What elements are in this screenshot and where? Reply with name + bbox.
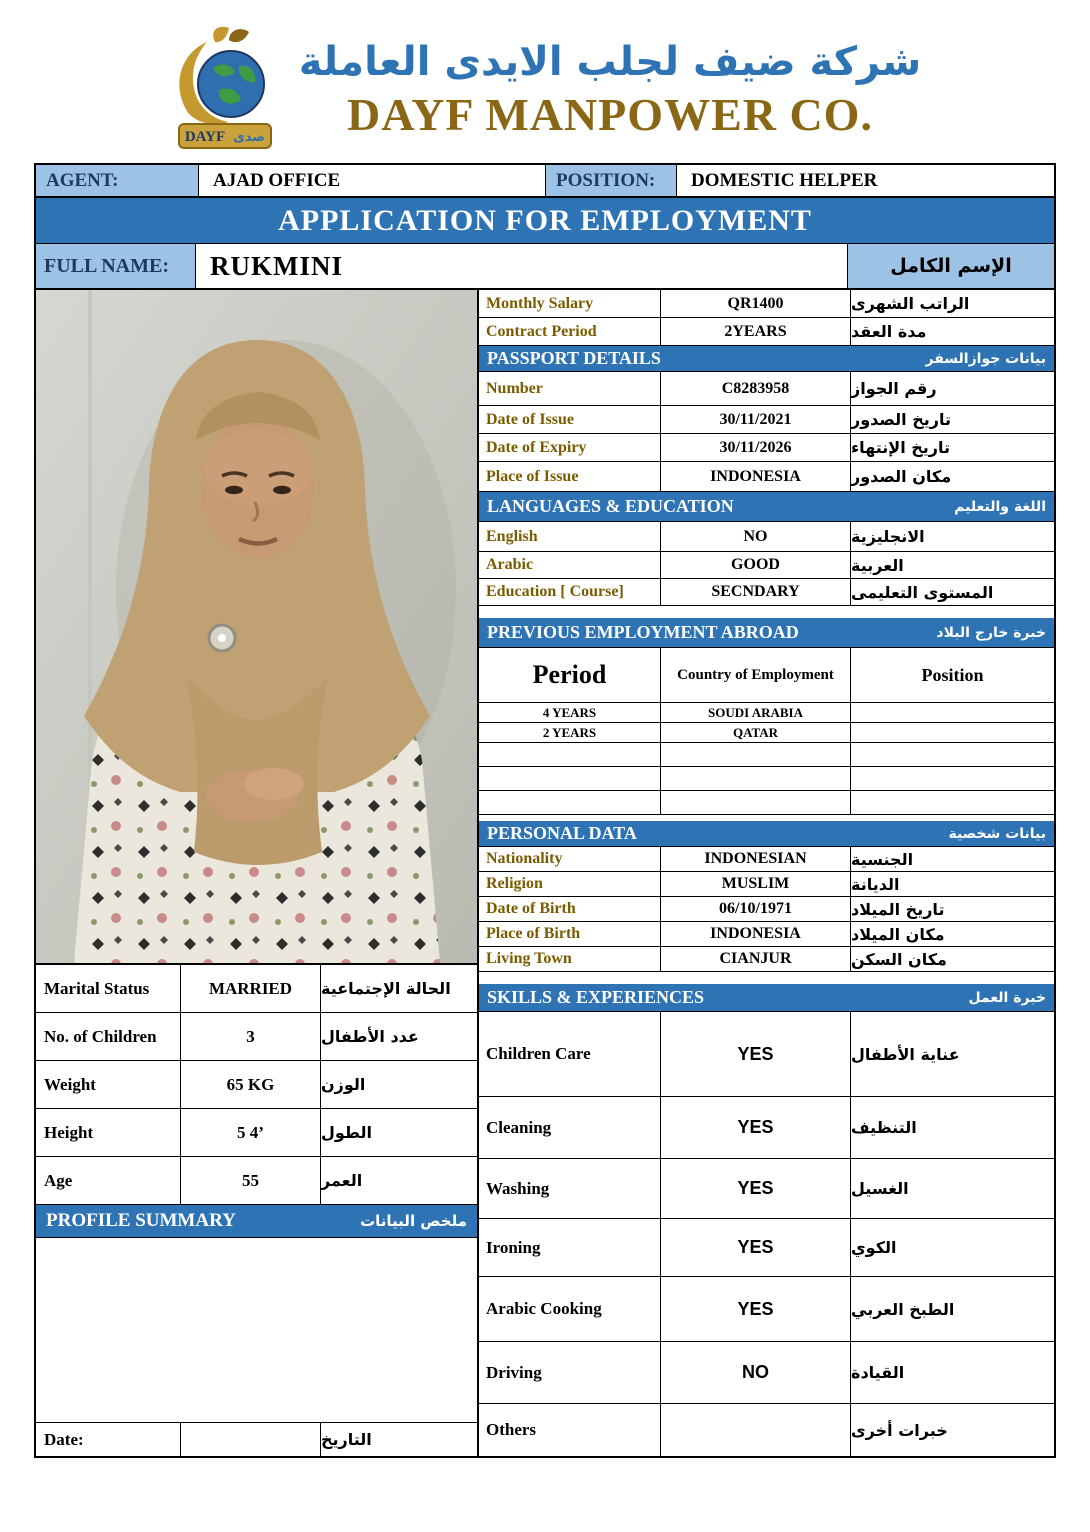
period-cell: 4 YEARS <box>479 703 661 722</box>
field-row <box>479 290 1054 318</box>
skill-value: YES <box>661 1159 851 1218</box>
skill-label-ar: التنظيف <box>851 1118 917 1137</box>
field-row <box>479 922 1054 947</box>
applicant-photo <box>36 290 477 965</box>
banner-title: SKILLS & EXPERIENCES <box>487 987 705 1007</box>
country-cell <box>661 791 851 814</box>
field-value: INDONESIA <box>661 462 851 491</box>
field-value: 5 4’ <box>181 1109 321 1156</box>
field-label-ar: تاريخ الصدور <box>851 410 951 429</box>
field-label: Arabic <box>479 552 661 578</box>
field-value: CIANJUR <box>661 947 851 971</box>
column-header: Country of Employment <box>661 648 851 702</box>
skill-row <box>479 1219 1054 1277</box>
logo-leaf-gold <box>213 27 229 42</box>
position-value: DOMESTIC HELPER <box>691 169 878 191</box>
field-value: MARRIED <box>181 965 321 1012</box>
skill-row <box>479 1277 1054 1342</box>
skill-value: NO <box>661 1342 851 1403</box>
banner-title: LANGUAGES & EDUCATION <box>487 496 734 516</box>
field-value: NO <box>661 522 851 551</box>
field-value: QR1400 <box>661 290 851 317</box>
passport-details-banner <box>479 346 1054 372</box>
field-label-ar: عدد الأطفال <box>321 1027 419 1046</box>
column-header: Period <box>479 648 661 702</box>
field-label-ar: الديانة <box>851 874 900 894</box>
field-label-ar: الوزن <box>321 1075 366 1094</box>
date-row <box>36 1422 477 1456</box>
field-label: Date of Birth <box>479 897 661 921</box>
field-label: Place of Issue <box>479 462 661 491</box>
company-logo-icon <box>169 26 279 154</box>
field-label-ar: الحالة الإجتماعية <box>321 979 451 998</box>
agent-label: AGENT: <box>36 165 199 196</box>
banner-title: PREVIOUS EMPLOYMENT ABROAD <box>487 622 799 642</box>
skill-label: Washing <box>479 1159 661 1218</box>
skill-label-ar: القيادة <box>851 1363 905 1382</box>
table-row <box>36 1061 477 1109</box>
period-cell <box>479 767 661 790</box>
field-label-ar: الطول <box>321 1123 372 1142</box>
field-label: Marital Status <box>36 965 181 1012</box>
field-row <box>479 522 1054 552</box>
field-row <box>479 318 1054 346</box>
field-value: GOOD <box>661 552 851 578</box>
logo-text: DAYF <box>184 129 225 145</box>
field-row <box>479 406 1054 434</box>
personal-data-banner <box>479 821 1054 847</box>
employment-table-header <box>479 648 1054 703</box>
country-cell <box>661 743 851 766</box>
field-label-ar: الانجليزية <box>851 527 925 546</box>
table-row <box>36 965 477 1013</box>
field-label: Date of Expiry <box>479 434 661 461</box>
country-cell <box>661 767 851 790</box>
banner-title-ar: خبرة خارج البلاد <box>936 624 1046 641</box>
country-cell: QATAR <box>661 723 851 742</box>
position-cell <box>851 767 1054 790</box>
field-row <box>479 552 1054 579</box>
position-label: POSITION: <box>546 165 677 196</box>
skill-row <box>479 1097 1054 1159</box>
skill-label-ar: الكوي <box>851 1238 897 1257</box>
field-row <box>479 872 1054 897</box>
field-row <box>479 579 1054 606</box>
previous-employment-banner <box>479 618 1054 648</box>
banner-title: PERSONAL DATA <box>487 823 637 843</box>
physical-table <box>36 965 477 1205</box>
field-value: INDONESIA <box>661 922 851 946</box>
languages-education-banner <box>479 492 1054 522</box>
period-cell: 2 YEARS <box>479 723 661 742</box>
skill-label-ar: خبرات أخرى <box>851 1420 948 1440</box>
profile-summary-banner <box>36 1205 477 1238</box>
application-title-banner: APPLICATION FOR EMPLOYMENT <box>36 198 1054 243</box>
skill-row <box>479 1404 1054 1456</box>
section-gap <box>479 606 1054 618</box>
field-value: 3 <box>181 1013 321 1060</box>
skill-label: Others <box>479 1404 661 1456</box>
banner-title-ar: خبرة العمل <box>968 989 1046 1006</box>
employment-row <box>479 767 1054 791</box>
employment-row <box>479 791 1054 815</box>
table-row <box>36 1013 477 1061</box>
field-value: 06/10/1971 <box>661 897 851 921</box>
field-label: Religion <box>479 872 661 896</box>
skill-label: Driving <box>479 1342 661 1403</box>
field-label-ar: تاريخ الإنتهاء <box>851 438 951 457</box>
employment-row <box>479 743 1054 767</box>
field-value: MUSLIM <box>661 872 851 896</box>
country-cell: SOUDI ARABIA <box>661 703 851 722</box>
agent-value: AJAD OFFICE <box>199 165 546 196</box>
field-row <box>479 434 1054 462</box>
field-value: 30/11/2021 <box>661 406 851 433</box>
application-form <box>34 163 1056 1458</box>
field-label-ar: مكان السكن <box>851 949 947 969</box>
field-label-ar: مكان الصدور <box>851 467 952 486</box>
field-value: 65 KG <box>181 1061 321 1108</box>
field-label: Weight <box>36 1061 181 1108</box>
form-main <box>36 290 1054 1456</box>
date-value-cell <box>181 1423 321 1456</box>
field-label-ar: مكان الميلاد <box>851 924 945 944</box>
field-label: Place of Birth <box>479 922 661 946</box>
employment-row <box>479 723 1054 743</box>
left-column <box>36 290 479 1456</box>
field-label: English <box>479 522 661 551</box>
field-label-ar: مدة العقد <box>851 322 927 341</box>
field-label: Nationality <box>479 847 661 871</box>
skill-label: Children Care <box>479 1012 661 1096</box>
field-row <box>479 847 1054 872</box>
field-label: No. of Children <box>36 1013 181 1060</box>
field-label: Date of Issue <box>479 406 661 433</box>
banner-title-ar: اللغة والتعليم <box>954 498 1046 515</box>
table-row <box>36 1157 477 1205</box>
field-value: 2YEARS <box>661 318 851 345</box>
field-label-ar: الجنسية <box>851 849 914 869</box>
position-cell <box>851 703 1054 722</box>
field-label-ar: العربية <box>851 555 904 575</box>
date-label-ar: التاريخ <box>321 1430 372 1449</box>
skill-row <box>479 1159 1054 1219</box>
banner-title-ar: ملخص البيانات <box>360 1212 467 1230</box>
field-value: 30/11/2026 <box>661 434 851 461</box>
field-label: Living Town <box>479 947 661 971</box>
skill-label-ar: الغسيل <box>851 1179 909 1198</box>
full-name-label: FULL NAME: <box>36 244 196 288</box>
full-name-value: RUKMINI <box>196 244 848 288</box>
full-name-label-ar: الإسم الكامل <box>848 244 1054 288</box>
skill-label-ar: عناية الأطفال <box>851 1044 960 1064</box>
field-row <box>479 372 1054 406</box>
field-label-ar: العمر <box>321 1171 363 1190</box>
field-row <box>479 462 1054 492</box>
company-name-english: DAYF MANPOWER CO. <box>347 88 873 140</box>
field-value: SECNDARY <box>661 579 851 605</box>
skill-value: YES <box>661 1219 851 1276</box>
field-label: Monthly Salary <box>479 290 661 317</box>
field-label-ar: الراتب الشهرى <box>851 294 970 313</box>
company-header <box>0 26 1090 154</box>
profile-summary-area <box>36 1238 477 1422</box>
field-label: Number <box>479 372 661 405</box>
skill-value: YES <box>661 1277 851 1341</box>
period-cell <box>479 743 661 766</box>
field-label-ar: تاريخ الميلاد <box>851 899 945 919</box>
field-value: INDONESIAN <box>661 847 851 871</box>
banner-title-ar: بيانات جوازالسفر <box>925 350 1046 367</box>
field-label-ar: المستوى التعليمى <box>851 582 994 602</box>
full-name-row <box>36 243 1054 290</box>
skills-experiences-banner <box>479 984 1054 1012</box>
position-cell <box>851 723 1054 742</box>
field-label: Contract Period <box>479 318 661 345</box>
field-label: Age <box>36 1157 181 1204</box>
skill-value: YES <box>661 1012 851 1096</box>
logo-leaf-dark <box>229 29 249 42</box>
skill-value: YES <box>661 1097 851 1158</box>
employment-row <box>479 703 1054 723</box>
period-cell <box>479 791 661 814</box>
skill-label: Cleaning <box>479 1097 661 1158</box>
company-titles <box>299 40 922 141</box>
field-row <box>479 947 1054 972</box>
field-label-ar: رقم الجواز <box>851 379 937 398</box>
field-label: Education [ Course] <box>479 579 661 605</box>
company-name-arabic: شركة ضيف لجلب الايدى العاملة <box>298 38 922 85</box>
field-label: Height <box>36 1109 181 1156</box>
skill-label: Ironing <box>479 1219 661 1276</box>
column-header: Position <box>921 664 984 685</box>
right-column <box>479 290 1054 1456</box>
skill-row <box>479 1012 1054 1097</box>
agent-position-row <box>36 165 1054 198</box>
banner-title: PROFILE SUMMARY <box>46 1210 236 1231</box>
skill-row <box>479 1342 1054 1404</box>
position-cell <box>851 791 1054 814</box>
logo-text-ar: صدى <box>232 130 265 145</box>
field-value: 55 <box>181 1157 321 1204</box>
section-gap <box>479 972 1054 984</box>
position-cell <box>851 743 1054 766</box>
banner-title-ar: بيانات شخصية <box>948 825 1046 842</box>
field-row <box>479 897 1054 922</box>
date-label: Date: <box>36 1423 181 1456</box>
field-value: C8283958 <box>661 372 851 405</box>
skill-label: Arabic Cooking <box>479 1277 661 1341</box>
table-row <box>36 1109 477 1157</box>
banner-title: PASSPORT DETAILS <box>487 348 661 368</box>
skill-value <box>661 1404 851 1456</box>
skill-label-ar: الطبخ العربي <box>851 1299 955 1319</box>
